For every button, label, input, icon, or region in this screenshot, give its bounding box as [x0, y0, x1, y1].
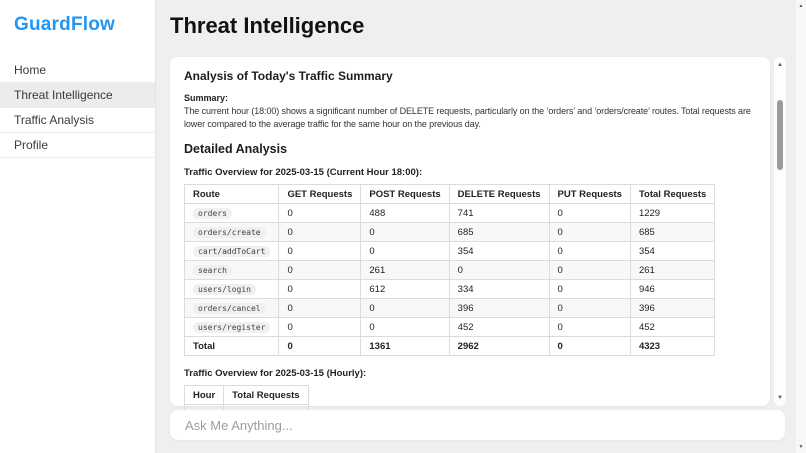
table-row — [185, 318, 715, 337]
sidebar-item-home[interactable]: Home — [0, 58, 155, 83]
table-cell: 0 — [279, 337, 361, 356]
analysis-card — [170, 57, 770, 406]
column-header: PUT Requests — [549, 185, 630, 204]
table-cell: 685 — [449, 223, 549, 242]
table-cell: 354 — [449, 242, 549, 261]
table-cell: 0 — [549, 261, 630, 280]
table-cell — [185, 299, 279, 318]
table-cell: 0 — [449, 261, 549, 280]
sidebar-item-threat-intelligence[interactable]: Threat Intelligence — [0, 83, 155, 108]
route-code: cart/addToCart — [193, 246, 270, 257]
table-cell — [185, 223, 279, 242]
route-code: orders/cancel — [193, 303, 266, 314]
table-cell: 261 — [361, 261, 449, 280]
summary-label: Summary: — [184, 93, 229, 103]
table-row — [185, 337, 715, 356]
table-cell: 0 — [279, 261, 361, 280]
route-code: users/register — [193, 322, 270, 333]
sidebar-item-traffic-analysis[interactable]: Traffic Analysis — [0, 108, 155, 133]
table-cell: 2962 — [449, 337, 549, 356]
table-cell: 0 — [549, 242, 630, 261]
page-title: Threat Intelligence — [170, 13, 365, 38]
table-row — [185, 204, 715, 223]
table-cell: 0 — [549, 280, 630, 299]
table-cell: Total — [185, 337, 279, 356]
column-header: Total Requests — [630, 185, 714, 204]
table-cell: 452 — [449, 318, 549, 337]
page-scrollbar[interactable] — [796, 0, 806, 453]
table-cell: 354 — [630, 242, 714, 261]
table-cell: 946 — [630, 280, 714, 299]
table-cell: 0 — [279, 223, 361, 242]
table-cell: 0 — [549, 223, 630, 242]
route-code: users/login — [193, 284, 256, 295]
table-cell: 4323 — [630, 337, 714, 356]
scroll-down-icon[interactable]: ▼ — [777, 395, 783, 401]
table-cell: 334 — [449, 280, 549, 299]
table-row — [185, 261, 715, 280]
table-cell: 0 — [549, 318, 630, 337]
table-cell — [185, 261, 279, 280]
column-header: GET Requests — [279, 185, 361, 204]
table-cell — [185, 280, 279, 299]
column-header: Total Requests — [224, 386, 308, 405]
table-row — [185, 280, 715, 299]
table-cell: 0 — [361, 242, 449, 261]
table-row — [185, 223, 715, 242]
hourly-table-caption: Traffic Overview for 2025-03-15 (Hourly): — [184, 368, 367, 379]
column-header: Hour — [185, 386, 224, 405]
column-header: Route — [185, 185, 279, 204]
table-header-row — [185, 185, 715, 204]
scroll-down-icon[interactable]: ▼ — [798, 444, 804, 450]
table-cell: 452 — [630, 318, 714, 337]
column-header: POST Requests — [361, 185, 449, 204]
traffic-table-caption: Traffic Overview for 2025-03-15 (Current Hour 18:00): — [184, 167, 423, 178]
table-cell: 1229 — [630, 204, 714, 223]
table-cell: 1361 — [361, 337, 449, 356]
table-header-row — [185, 386, 309, 405]
table-cell: 0 — [361, 318, 449, 337]
route-code: search — [193, 265, 232, 276]
card-scrollbar-thumb[interactable] — [777, 100, 783, 170]
sidebar — [0, 0, 156, 453]
table-cell: 0 — [279, 299, 361, 318]
table-cell: 0 — [279, 318, 361, 337]
detailed-analysis-heading: Detailed Analysis — [184, 142, 288, 156]
route-code: orders — [193, 208, 232, 219]
table-cell: 0 — [279, 280, 361, 299]
table-cell: 0 — [549, 299, 630, 318]
table-cell: 0 — [279, 242, 361, 261]
card-heading: Analysis of Today's Traffic Summary — [184, 69, 393, 83]
table-cell: 741 — [449, 204, 549, 223]
card-scrollbar[interactable] — [774, 57, 786, 406]
table-cell — [185, 242, 279, 261]
route-code: orders/create — [193, 227, 266, 238]
table-cell: 396 — [449, 299, 549, 318]
table-cell: 685 — [630, 223, 714, 242]
table-cell — [185, 318, 279, 337]
table-row — [185, 242, 715, 261]
table-cell: 0 — [279, 204, 361, 223]
brand-logo[interactable]: GuardFlow — [14, 14, 116, 35]
table-cell: 0 — [549, 204, 630, 223]
table-cell — [185, 204, 279, 223]
traffic-table — [184, 184, 715, 356]
table-cell: 0 — [549, 337, 630, 356]
sidebar-nav — [0, 58, 155, 158]
scroll-up-icon[interactable]: ▲ — [777, 62, 783, 68]
table-cell: 396 — [630, 299, 714, 318]
sidebar-item-profile[interactable]: Profile — [0, 133, 155, 158]
table-cell: 0 — [361, 299, 449, 318]
table-cell: 261 — [630, 261, 714, 280]
ask-input[interactable] — [170, 410, 785, 440]
table-cell: 488 — [361, 204, 449, 223]
table-cell: 612 — [361, 280, 449, 299]
table-cell: 0 — [361, 223, 449, 242]
scroll-up-icon[interactable]: ▲ — [798, 3, 804, 9]
column-header: DELETE Requests — [449, 185, 549, 204]
table-row — [185, 299, 715, 318]
summary-text: The current hour (18:00) shows a significant number of DELETE requests, particularly on the ‘orders’ and ‘orders/create’ routes. Total requests are lower compared to the average traffic for the same hour on the previous day. — [184, 106, 751, 129]
